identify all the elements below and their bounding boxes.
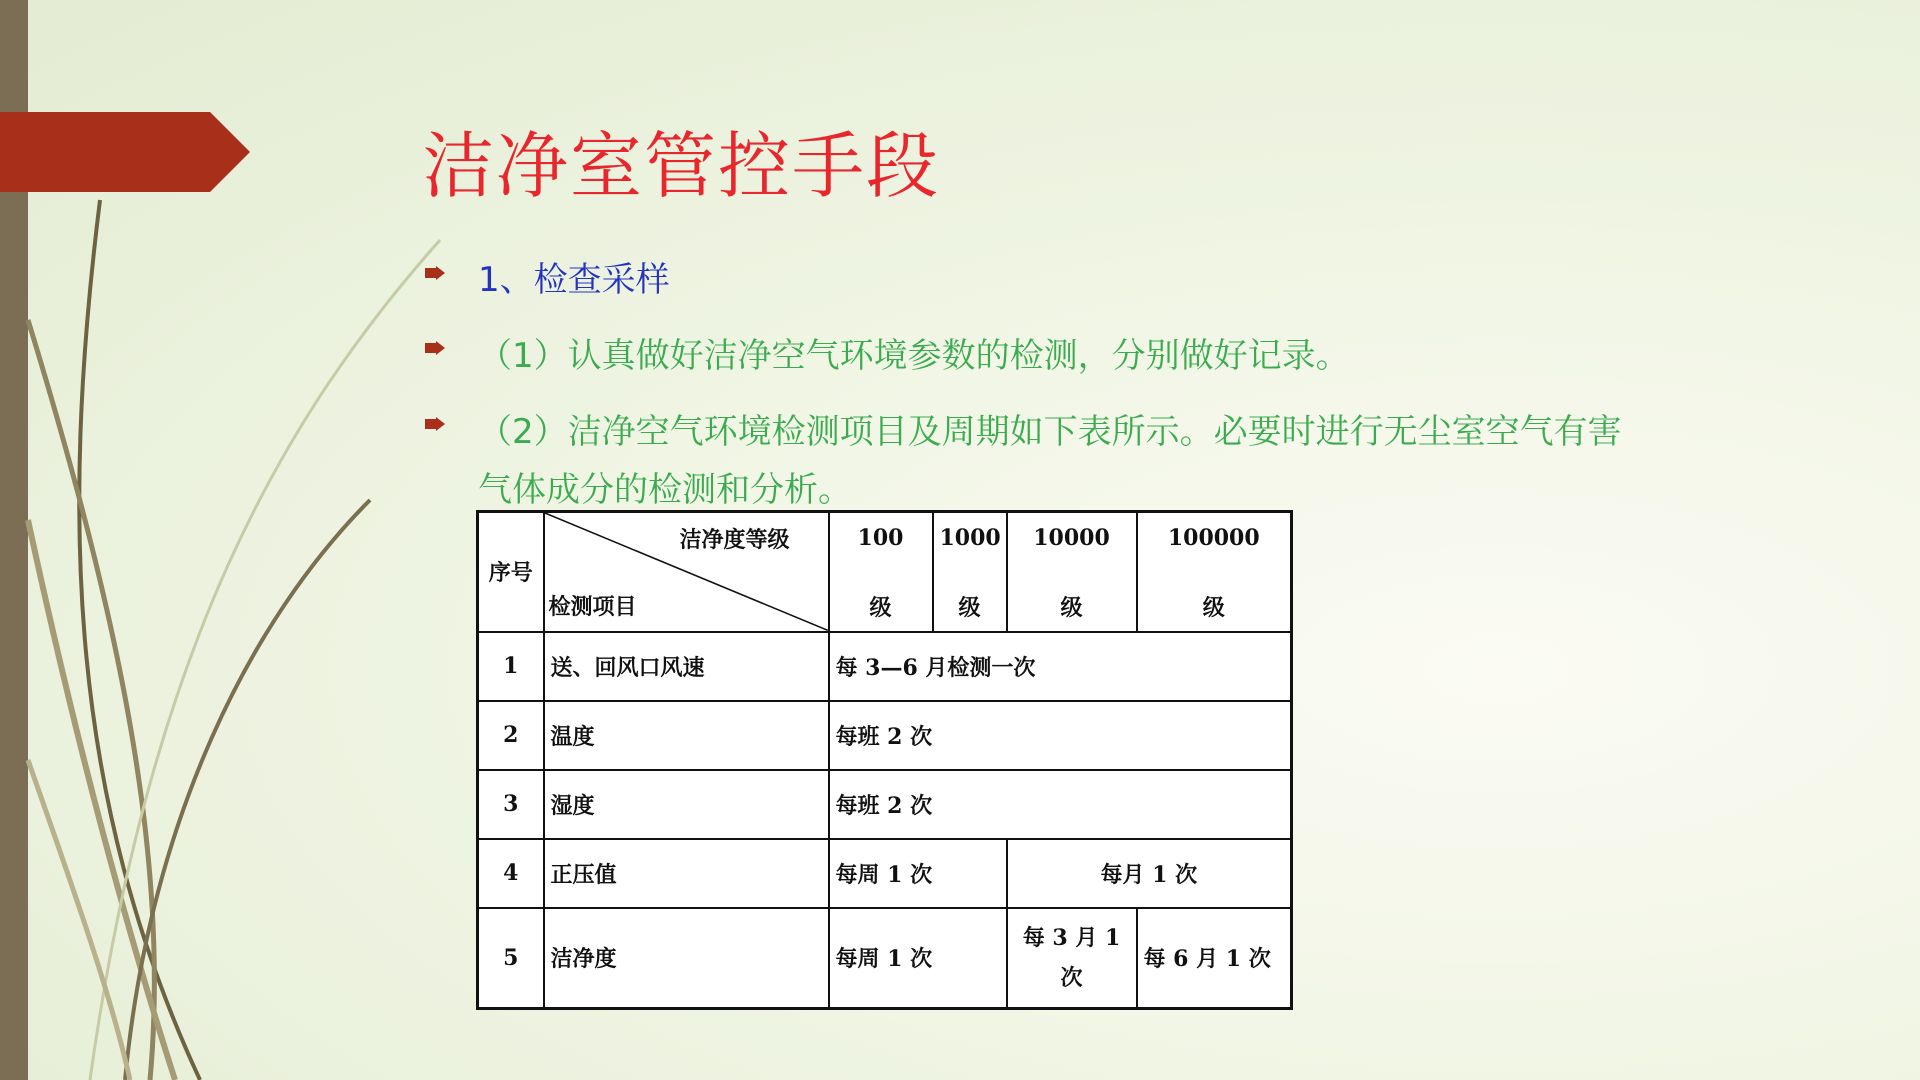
cell-every-3-months: 每 3 月 1 次 (1007, 908, 1137, 1009)
header-seq: 序号 (478, 512, 544, 632)
header-test-item: 检测项目 (548, 593, 637, 620)
table-row: 1 送、回风口风速 每 3—6 月检测一次 (478, 632, 1292, 701)
header-level-10000: 10000 级 (1007, 512, 1137, 632)
bullet-schedule-text: （2）洁净空气环境检测项目及周期如下表所示。必要时进行无尘室空气有害 (478, 412, 1622, 452)
header-diagonal-cell (544, 512, 829, 632)
table-row: 3 湿度 每班 2 次 (478, 770, 1292, 839)
table-row: 2 温度 每班 2 次 (478, 701, 1292, 770)
inspection-schedule-table (476, 510, 1293, 1010)
bullet-schedule-text-cont: 气体成分的检测和分析。 (478, 470, 852, 510)
title-ribbon-arrow (0, 112, 250, 192)
table-row: 5 洁净度 每周 1 次 每 3 月 1 次 每 6 月 1 次 (478, 908, 1292, 1009)
bullet-arrow-icon (425, 417, 445, 431)
slide-title: 洁净室管控手段 (422, 124, 941, 208)
bullet-arrow-icon (425, 341, 445, 355)
header-level-100000: 100000 级 (1137, 512, 1292, 632)
table-header-row (478, 512, 1292, 632)
bullet-record-text: （1）认真做好洁净空气环境参数的检测，分别做好记录。 (478, 336, 1350, 376)
header-level-1000: 1000 级 (933, 512, 1007, 632)
bullet-arrow-icon (425, 266, 445, 280)
header-level-100: 100 级 (829, 512, 933, 632)
bullet-heading: 1、检查采样 (478, 260, 670, 300)
table-row: 4 正压值 每周 1 次 每月 1 次 (478, 839, 1292, 908)
header-cleanliness-level: 洁净度等级 (679, 527, 790, 553)
